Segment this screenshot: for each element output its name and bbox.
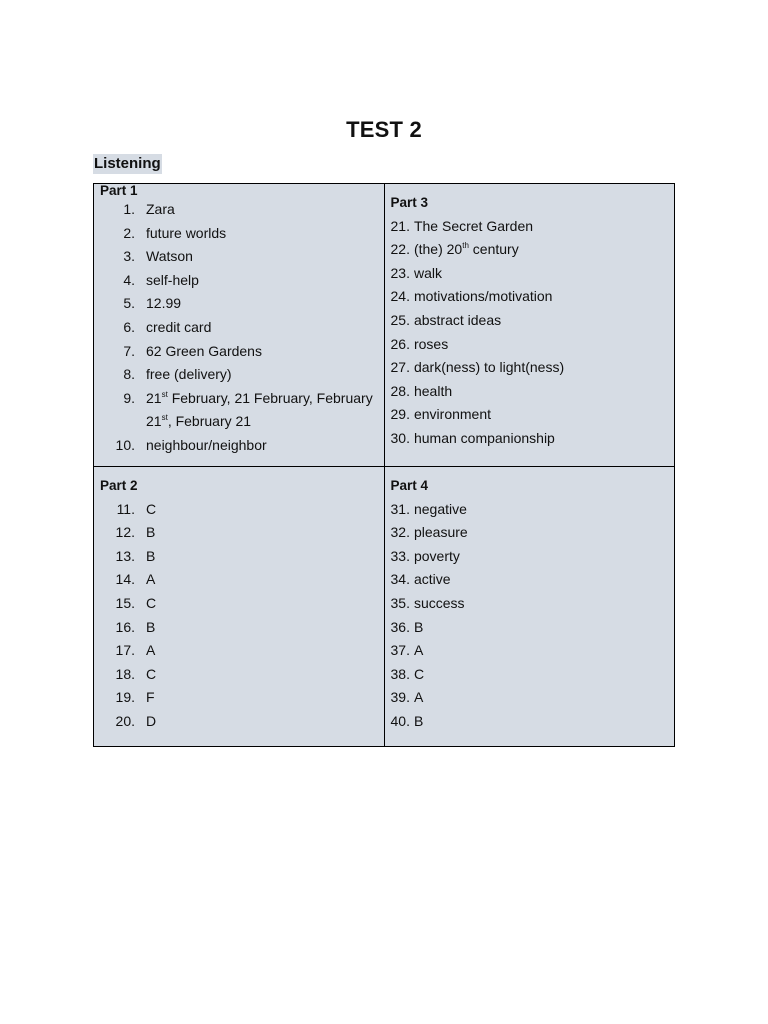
answer-text (414, 241, 519, 257)
answer-number: 4. (123, 271, 135, 288)
answer-text: self-help (146, 271, 199, 288)
answer-number: 9. (123, 389, 135, 406)
answer-item (100, 363, 378, 387)
answer-number: 20. (115, 712, 135, 729)
answer-item (391, 616, 669, 640)
answer-text: neighbour/neighbor (146, 436, 267, 453)
answer-number: 18. (115, 665, 135, 682)
answer-item (100, 639, 378, 663)
answer-number: 1. (123, 201, 135, 217)
answer-number: 19. (115, 689, 135, 706)
answer-item (391, 639, 669, 663)
answer-item (100, 663, 378, 687)
answer-number: 32. (390, 524, 410, 541)
answer-item (100, 686, 378, 710)
answer-item (100, 316, 378, 340)
answer-text: B (146, 524, 156, 541)
answer-text (146, 390, 373, 430)
answer-number: 5. (123, 295, 135, 312)
answer-number: 6. (123, 318, 135, 335)
answer-text: D (146, 712, 157, 729)
answer-number: 16. (115, 618, 135, 635)
answer-item (391, 592, 669, 616)
answer-text: The Secret Garden (413, 217, 534, 234)
answer-text: C (146, 594, 157, 611)
answer-number: 38. (390, 665, 410, 682)
answer-item (100, 616, 378, 640)
answer-item (391, 545, 669, 569)
answer-text-part: , February 21 (167, 413, 252, 430)
answer-item (391, 710, 669, 734)
answer-item (391, 262, 669, 286)
part-2-title: Part 2 (100, 478, 138, 493)
answer-text: A (146, 571, 156, 588)
answer-text: C (146, 665, 157, 682)
answer-number: 7. (123, 342, 135, 359)
answer-number: 21. (390, 217, 410, 234)
answer-item (100, 292, 378, 316)
answer-text: motivations/motivation (413, 288, 553, 305)
answer-text: abstract ideas (413, 311, 502, 328)
answer-text-part: 21 (146, 389, 162, 406)
answer-text: human companionship (413, 429, 555, 446)
answer-number: 23. (390, 264, 410, 281)
answer-item (391, 356, 669, 380)
part-3-title: Part 3 (390, 195, 429, 210)
answer-text: B (413, 712, 424, 729)
part-3-cell (384, 184, 675, 467)
answer-text: credit card (146, 318, 212, 335)
answer-item (391, 568, 669, 592)
part-2-cell (94, 467, 385, 747)
answer-item (100, 340, 378, 364)
answer-text: poverty (413, 547, 460, 564)
answer-text: A (413, 642, 424, 659)
answer-text: B (146, 618, 156, 635)
answer-number: 26. (390, 335, 410, 352)
answer-text: C (413, 665, 425, 682)
answer-number: 24. (390, 288, 410, 305)
answer-number: 30. (390, 429, 410, 446)
part-1-cell (94, 184, 385, 467)
answer-number: 29. (390, 406, 410, 423)
answer-item (391, 521, 669, 545)
answer-item (100, 222, 378, 246)
answer-number: 31. (390, 500, 410, 517)
answer-item (391, 238, 669, 262)
part-1-title: Part 1 (100, 183, 138, 198)
section-heading-listening: Listening (94, 155, 161, 172)
answer-item (100, 545, 378, 569)
answer-item (100, 269, 378, 293)
answer-number: 34. (390, 571, 410, 588)
answer-item (100, 387, 378, 434)
answer-number: 35. (390, 594, 410, 611)
document-title: TEST 2 (346, 117, 422, 142)
answer-item (100, 198, 378, 222)
answer-item (100, 710, 378, 734)
answer-text-part: (the) 20 (413, 241, 463, 258)
answer-number: 33. (390, 547, 410, 564)
answer-item (391, 663, 669, 687)
answer-text: B (146, 547, 156, 564)
answer-number: 40. (390, 712, 410, 729)
answer-text: future worlds (146, 224, 227, 241)
answer-item (391, 686, 669, 710)
answer-number: 25. (390, 311, 410, 328)
answer-number: 27. (390, 359, 410, 376)
table-row (94, 184, 675, 467)
part-4-title: Part 4 (390, 478, 429, 493)
answer-item (391, 285, 669, 309)
answer-item (391, 215, 669, 239)
answer-item (100, 434, 378, 458)
answer-item (391, 380, 669, 404)
answer-number: 36. (390, 618, 410, 635)
part-3-list (391, 215, 669, 451)
answer-item (100, 592, 378, 616)
answer-number: 17. (115, 642, 135, 659)
answer-text-part: February, 21 February, February 21 (146, 389, 373, 430)
answer-number: 3. (123, 248, 135, 265)
answer-number: 28. (390, 382, 410, 399)
answer-number: 12. (115, 524, 135, 541)
answer-number: 11. (116, 500, 135, 517)
answer-text: A (413, 689, 424, 706)
answer-number: 13. (115, 547, 135, 564)
ordinal-suffix: st (161, 389, 168, 399)
answer-text: 12.99 (146, 295, 182, 312)
answer-number: 39. (390, 689, 410, 706)
answer-number: 2. (123, 224, 135, 241)
answer-item (391, 427, 669, 451)
answer-text: success (413, 594, 465, 611)
answer-text: C (146, 500, 157, 517)
answer-item (391, 403, 669, 427)
answer-text: environment (413, 406, 492, 423)
answer-text: B (413, 618, 424, 635)
answer-text: Zara (146, 201, 175, 217)
answer-text: health (413, 382, 453, 399)
answer-item (100, 521, 378, 545)
answer-number: 10. (115, 436, 135, 453)
answer-text: F (146, 689, 155, 706)
answer-number: 37. (390, 642, 410, 659)
answer-number: 15. (115, 594, 135, 611)
ordinal-suffix: st (161, 413, 168, 423)
answer-text: walk (413, 264, 442, 281)
answer-number: 8. (123, 366, 135, 383)
part-1-list (100, 198, 378, 458)
table-row (94, 467, 675, 747)
answer-text: dark(ness) to light(ness) (413, 359, 565, 376)
answer-text: roses (413, 335, 449, 352)
part-4-list (391, 498, 669, 734)
part-4-cell (384, 467, 675, 747)
answer-item (100, 498, 378, 522)
answer-item (100, 245, 378, 269)
ordinal-suffix: th (462, 241, 469, 251)
answer-text: Watson (146, 248, 193, 265)
answer-item (391, 309, 669, 333)
answer-item (100, 568, 378, 592)
answer-number: 22. (390, 241, 410, 258)
answer-text: free (delivery) (146, 366, 232, 383)
part-2-list (100, 498, 378, 734)
answer-text: 62 Green Gardens (146, 342, 262, 359)
answer-text: A (146, 642, 156, 659)
answer-number: 14. (115, 571, 135, 588)
answer-text: negative (413, 500, 467, 517)
answer-text: pleasure (413, 524, 468, 541)
answer-text-part: century (468, 241, 519, 258)
answer-text: active (413, 571, 451, 588)
answer-item (391, 498, 669, 522)
answer-item (391, 333, 669, 357)
answer-key-table (93, 183, 675, 747)
